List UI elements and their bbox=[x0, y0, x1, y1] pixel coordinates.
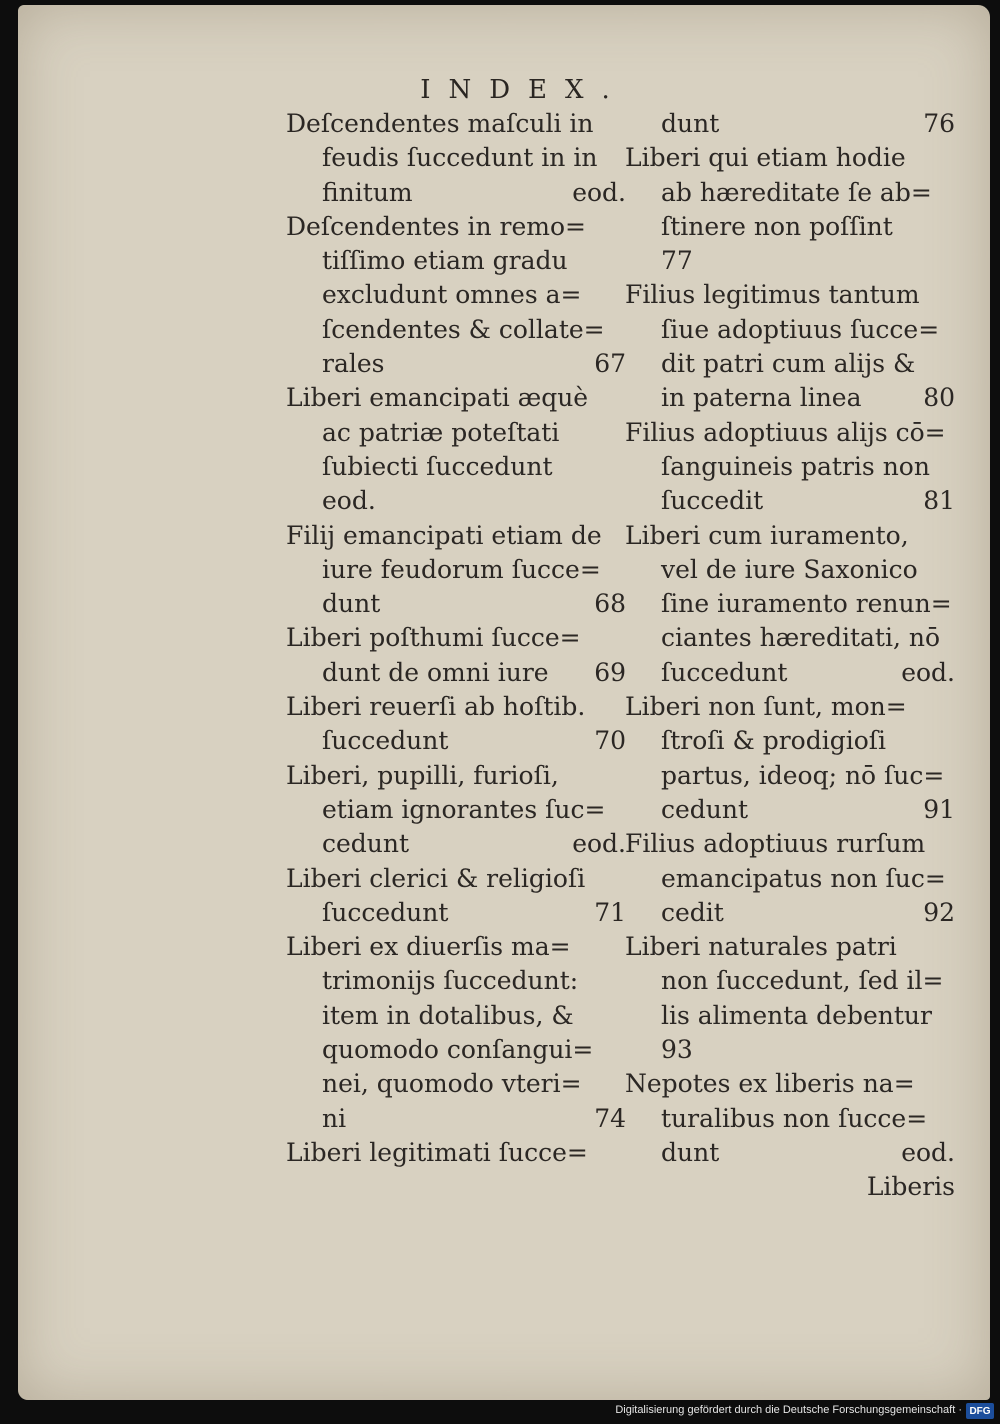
page-reference: 91 bbox=[923, 794, 955, 824]
entry-line: emancipatus non ſuc= bbox=[661, 863, 946, 893]
index-entry bbox=[286, 621, 626, 690]
page-reference: 69 bbox=[594, 657, 626, 687]
entry-line: Liberi clerici & religioſi bbox=[286, 863, 586, 893]
entry-line: cedit bbox=[661, 897, 724, 927]
entry-line: etiam ignorantes ſuc= bbox=[322, 794, 606, 824]
entry-line: dunt bbox=[661, 109, 720, 138]
page-reference: 68 bbox=[594, 589, 626, 619]
entry-line: turalibus non ſucce= bbox=[661, 1103, 928, 1133]
entry-line: eod. bbox=[322, 486, 376, 516]
entry-line: 93 bbox=[661, 1035, 693, 1065]
entry-line: vel de iure Saxonico bbox=[661, 554, 918, 584]
entry-line: Liberi emancipati æquè bbox=[286, 383, 589, 413]
entry-line: ſtroſi & prodigioſi bbox=[661, 726, 886, 756]
entry-line: Liberi naturales patri bbox=[625, 932, 897, 962]
entry-line: cedunt bbox=[322, 829, 410, 859]
entry-line: Liberi qui etiam hodie bbox=[625, 143, 906, 173]
entry-line: nei, quomodo vteri= bbox=[322, 1069, 582, 1099]
entry-line: quomodo conſangui= bbox=[322, 1035, 594, 1065]
index-entry bbox=[625, 930, 955, 1067]
page-reference: 70 bbox=[594, 726, 626, 756]
entry-line: ſcendentes & collate= bbox=[322, 314, 605, 344]
entry-line: dunt bbox=[322, 589, 381, 619]
entry-line: Liberi poſthumi ſucce= bbox=[286, 623, 581, 653]
entry-line: tiſſimo etiam gradu bbox=[322, 246, 568, 276]
index-entry bbox=[625, 107, 955, 141]
entry-line: Liberi ex diuerſis ma= bbox=[286, 932, 571, 962]
index-column-left bbox=[286, 107, 626, 1170]
entry-line: ab hæreditate ſe ab= bbox=[661, 177, 932, 207]
entry-line: finitum bbox=[322, 177, 413, 207]
page-reference: 81 bbox=[923, 486, 955, 516]
index-entry bbox=[286, 1136, 626, 1170]
entry-line: ciantes hæreditati, nō bbox=[661, 623, 941, 653]
index-entry bbox=[625, 827, 955, 930]
index-entry bbox=[286, 862, 626, 931]
index-entry bbox=[625, 519, 955, 690]
entry-line: feudis ſuccedunt in in bbox=[322, 143, 598, 173]
page-header: INDEX. bbox=[420, 75, 628, 105]
entry-line: ſtinere non poſſint bbox=[661, 211, 893, 241]
entry-line: ſiue adoptiuus ſucce= bbox=[661, 314, 940, 344]
entry-line: item in dotalibus, & bbox=[322, 1000, 574, 1030]
entry-line: Liberi, pupilli, furioſi, bbox=[286, 760, 559, 790]
entry-line: dit patri cum alijs & bbox=[661, 349, 916, 379]
entry-line: ſuccedunt bbox=[322, 897, 449, 927]
index-entry bbox=[286, 210, 626, 381]
page-reference: eod. bbox=[901, 1137, 955, 1167]
index-entry bbox=[286, 759, 626, 862]
index-entry bbox=[625, 690, 955, 827]
entry-line: excludunt omnes a= bbox=[322, 280, 582, 310]
entry-line: ni bbox=[322, 1103, 347, 1133]
entry-line: dunt de omni iure bbox=[322, 657, 549, 687]
index-entry bbox=[625, 1067, 955, 1170]
page-reference: eod. bbox=[901, 657, 955, 687]
entry-line: Liberi reuerſi ab hoſtib. bbox=[286, 692, 586, 722]
entry-line: partus, ideoq; nō ſuc= bbox=[661, 760, 945, 790]
entry-line: trimonijs ſuccedunt: bbox=[322, 966, 579, 996]
index-entry bbox=[286, 381, 626, 518]
footer-bar bbox=[0, 1400, 1000, 1424]
page-reference: eod. bbox=[572, 829, 626, 859]
page-reference: 71 bbox=[594, 897, 626, 927]
entry-line: non ſuccedunt, ſed il= bbox=[661, 966, 944, 996]
index-entry bbox=[625, 278, 955, 415]
entry-line: Liberi cum iuramento, bbox=[625, 520, 909, 550]
entry-line: Filius legitimus tantum bbox=[625, 280, 920, 310]
entry-line: rales bbox=[322, 349, 385, 379]
entry-line: ſanguineis patris non bbox=[661, 451, 930, 481]
index-entry bbox=[286, 690, 626, 759]
page-reference: 76 bbox=[923, 109, 955, 138]
book-page bbox=[18, 5, 990, 1400]
page-reference: 74 bbox=[594, 1103, 626, 1133]
entry-line: in paterna linea bbox=[661, 383, 862, 413]
entry-line: Nepotes ex liberis na= bbox=[625, 1069, 915, 1099]
entry-line: ſubiecti ſuccedunt bbox=[322, 451, 553, 481]
index-entry bbox=[286, 519, 626, 622]
index-entry bbox=[625, 416, 955, 519]
entry-line: 77 bbox=[661, 246, 693, 276]
entry-line: Liberi non ſunt, mon= bbox=[625, 692, 907, 722]
entry-line: Deſcendentes maſculi in bbox=[286, 109, 594, 138]
index-entry bbox=[286, 930, 626, 1136]
entry-line: Filius adoptiuus rurſum bbox=[625, 829, 926, 859]
entry-line: Filius adoptiuus alijs cō= bbox=[625, 417, 946, 447]
entry-line: Liberi legitimati ſucce= bbox=[286, 1137, 588, 1167]
catchword: Liberis bbox=[866, 1172, 955, 1202]
entry-line: Filij emancipati etiam de bbox=[286, 520, 602, 550]
entry-line: dunt bbox=[661, 1137, 720, 1167]
entry-line: ſuccedunt bbox=[661, 657, 788, 687]
page-reference: eod. bbox=[572, 177, 626, 207]
page-reference: 80 bbox=[923, 383, 955, 413]
entry-line: ſuccedit bbox=[661, 486, 764, 516]
entry-line: ac patriæ poteſtati bbox=[322, 417, 560, 447]
entry-line: Deſcendentes in remo= bbox=[286, 211, 586, 241]
funding-notice: Digitalisierung gefördert durch die Deutsche Forschungsgemeinschaft · bbox=[615, 1404, 962, 1416]
dfg-logo-icon: DFG bbox=[966, 1403, 994, 1419]
index-column-right bbox=[625, 107, 955, 1205]
index-entry bbox=[625, 141, 955, 278]
page-reference: 67 bbox=[594, 349, 626, 379]
entry-line: cedunt bbox=[661, 794, 749, 824]
entry-line: lis alimenta debentur bbox=[661, 1000, 932, 1030]
entry-line: ſuccedunt bbox=[322, 726, 449, 756]
entry-line: iure feudorum ſucce= bbox=[322, 554, 601, 584]
index-entry bbox=[286, 107, 626, 210]
page-reference: 92 bbox=[923, 897, 955, 927]
entry-line: ſine iuramento renun= bbox=[661, 589, 952, 619]
